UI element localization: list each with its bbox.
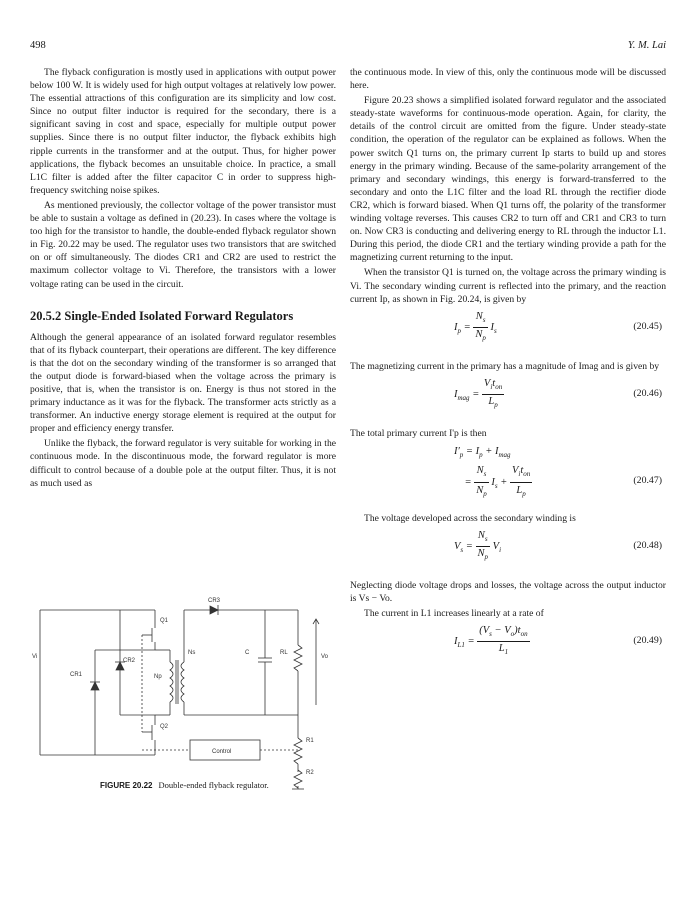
label-vi: Vi <box>32 654 38 660</box>
equation-20-49: $I_{L1}$ = $\frac{(V_s - V_o)t_{on}}{L_1}$ (20.49) <box>454 625 662 657</box>
label-q2: Q2 <box>160 724 169 730</box>
figure-caption-text: Double-ended flyback regulator. <box>158 780 269 790</box>
equation-20-45: $I_p$ = $\frac{N_s}{N_p}$ $I_s$ (20.45) <box>454 310 662 342</box>
figure-caption <box>100 780 269 790</box>
circuit-diagram <box>30 590 346 790</box>
paragraph: Neglecting diode voltage drops and losses, the voltage across the output inductor is Vs − Vo. <box>350 579 666 605</box>
label-rl: RL <box>280 650 288 656</box>
label-r2: R2 <box>306 770 314 776</box>
label-c: C <box>245 650 250 656</box>
label-control: Control <box>212 749 232 755</box>
equation-number: (20.48) <box>633 539 662 551</box>
figure-label: FIGURE 20.22 <box>100 781 153 790</box>
label-vo: Vo <box>321 654 329 660</box>
label-ns: Ns <box>188 650 196 656</box>
label-cr2: CR2 <box>123 658 136 664</box>
equation-number: (20.46) <box>633 387 662 399</box>
paragraph: The magnetizing current in the primary has a magnitude of Imag and is given by <box>350 360 660 372</box>
paragraph: Unlike the flyback, the forward regulator is very suitable for working in the continuous mode. In the discontinuous mode, the forward regulator is more difficult to control because of a double pole at the output filter. Thus, it is not as much used as <box>30 438 336 489</box>
section-heading: 20.5.2 Single-Ended Isolated Forward Regulators <box>30 308 294 323</box>
right-column <box>350 66 666 674</box>
equation-number: (20.49) <box>633 635 662 647</box>
label-r1: R1 <box>306 738 314 744</box>
paragraph: the continuous mode. In view of this, only the continuous mode will be discussed here. <box>350 67 666 92</box>
paragraph: The voltage developed across the secondary winding is <box>364 512 576 524</box>
equation-20-46: $I_{mag}$ = $\frac{V_it_{on}}{L_p}$ (20.46) <box>454 377 662 410</box>
label-cr3: CR3 <box>208 598 221 604</box>
paragraph: The current in L1 increases linearly at a rate of <box>364 608 544 620</box>
label-cr1: CR1 <box>70 672 83 678</box>
equation-number: (20.45) <box>633 320 662 332</box>
paragraph: Figure 20.23 shows a simplified isolated forward regulator and the associated steady-state waveforms for continuous-mode operation. Again, for clarity, the details of the control circuit are omitted from the figure. Under steady-state condition, the operation of the regulator can be explained as follows. When the power switch Q1 turns on, the primary current Ip starts to build up and stores energy in the primary winding. Because of the same-polarity arrangement of the primary and secondary windings, this energy is forward-transferred to the secondary and onto the L1C filter and the load RL through the rectifier diode CR2, which is forward biased. When Q1 turns off, the polarity of the transformer winding voltage reverses. This causes CR2 to turn off and CR1 and CR3 to turn on. Now CR3 is conducting and delivering energy to RL through the inductor L1. During this period, the diode CR1 and the tertiary winding provide a path for the magnetizing current returning to the input. <box>350 95 666 264</box>
page-number: 498 <box>30 40 46 51</box>
paragraph: Although the general appearance of an isolated forward regulator resembles that of its flyback counterpart, their operations are different. The key difference is that the dot on the secondary winding of the transformer is so arranged that the output diode is forward-biased when the voltage across the primary is positive, that is, when the transistor is on. Energy is thus not stored in the primary inductance as it was for the flyback. The transformer acts strictly as a transformer. An inductive energy storage element is required at the output for proper and efficiency energy transfer. <box>30 331 336 435</box>
paragraph: The total primary current I'p is then <box>350 427 487 439</box>
paragraph: As mentioned previously, the collector voltage of the power transistor must be able to sustain a voltage as defined in (20.23). In cases where the voltage is too high for the transistor to handle, the double-ended flyback regulator shown in Fig. 20.22 may be used. The regulator uses two transistors that are switched on or off simultaneously. The diodes CR1 and CR2 are used to restrict the maximum collector voltage to Vi. Therefore, the transistors with a lower voltage rating can be used in the circuit. <box>30 199 336 290</box>
paragraph: When the transistor Q1 is turned on, the voltage across the primary winding is Vi. The secondary winding current is reflected into the primary, and the reaction current Ip, as shown in Fig. 20.24, is given by <box>350 267 666 305</box>
equation-number: (20.47) <box>633 474 662 486</box>
running-author: Y. M. Lai <box>627 40 666 51</box>
equation-20-47: $I'_p = I_p + I_{mag}$ = $\frac{N_s}{N_p}$ $I_s$ + $\frac{V_it_{on}}{L_p}$ (20.47) <box>454 445 662 499</box>
label-np: Np <box>154 674 162 680</box>
paragraph: The flyback configuration is mostly used in applications with output power below 100 W. It is widely used for high output voltages at relatively low power. The essential attractions of this configuration are its simplicity and low cost. Since no output filter inductor is required for the secondary, there is a significant saving in cost and space, especially for multiple output power supplies. Since there is no output filter inductor, the flyback exhibits high ripple currents in the transformer and at the output. Thus, for higher power applications, the flyback becomes an unsuitable choice. In practice, a small L1C filter is added after the filter capacitor C in order to suppress high-frequency switching noise spikes. <box>30 67 336 196</box>
left-column <box>30 66 336 492</box>
equation-20-48: $V_s$ = $\frac{N_s}{N_p}$ $V_i$ (20.48) <box>454 529 662 562</box>
label-q1: Q1 <box>160 618 169 624</box>
